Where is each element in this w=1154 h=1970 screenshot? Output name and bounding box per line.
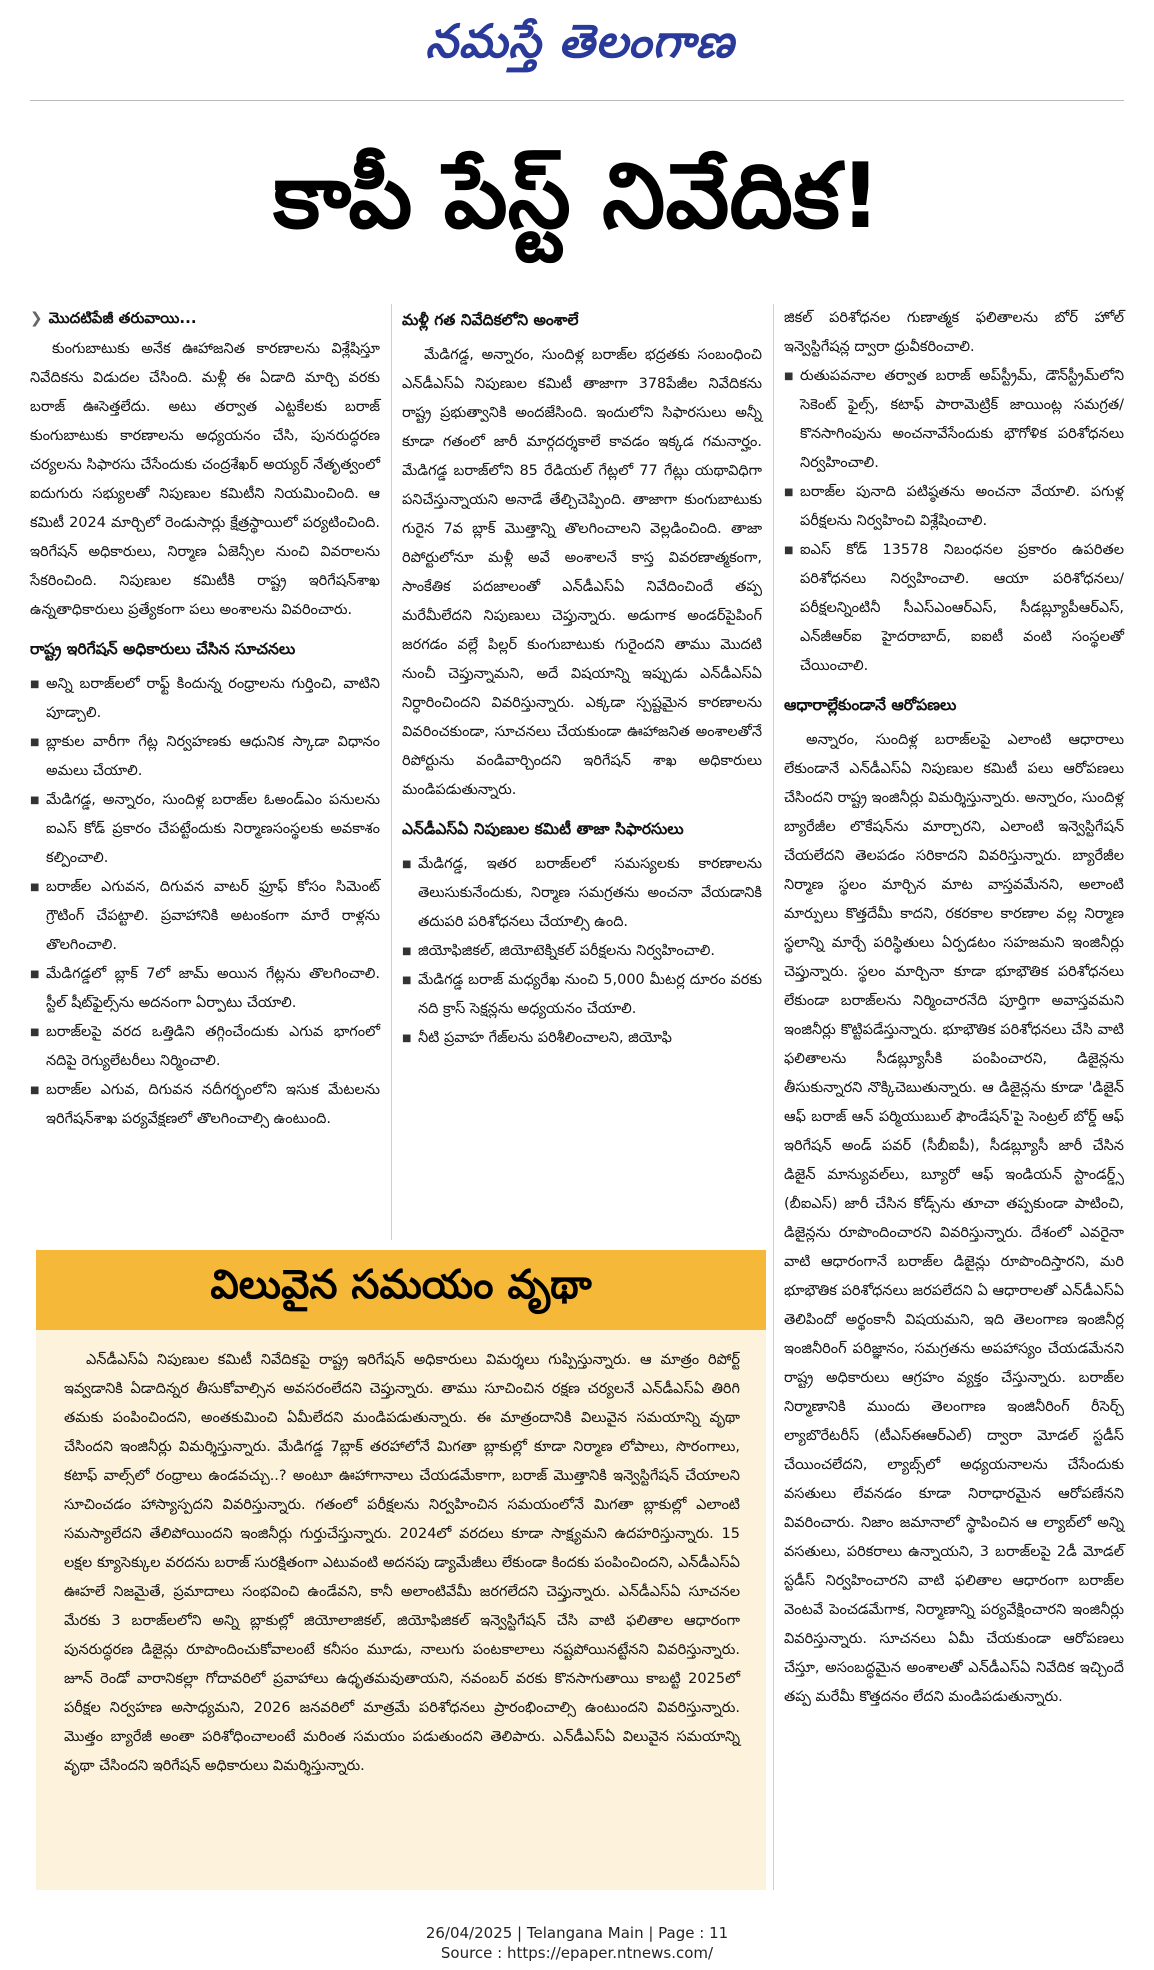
continued-kicker <box>30 304 380 333</box>
masthead-logo: నమస్తే తెలంగాణ <box>425 14 735 68</box>
box-body <box>64 1346 740 1781</box>
column-3 <box>784 304 1124 1712</box>
body-paragraph: అన్నారం, సుందిళ్ల బరాజ్‌లపై ఎలాంటి ఆధారాలు లేకుండానే ఎన్‌డీఎస్‌ఏ నిపుణుల కమిటీ పలు ఆరోపణలు చేసిందని రాష్ట్ర ఇంజినీర్లు విమర్శిస్తున్నారు. అన్నారం, సుందిళ్ల బ్యారేజీల లొకేషన్‌ను మార్చారని, ఎలాంటి ఇన్వెస్టిగేషన్ చేయలేదని తెలపడం సరికాదని వివరిస్తున్నారు. బ్యారేజీల నిర్మాణ స్థలం మార్చిన మాట వాస్తవమేనని, అలాంటి మార్పులు కొత్తదేమీ కాదని, రకరకాల కారణాల వల్ల నిర్మాణ స్థలాన్ని మార్చే పరిస్థితులు ఏర్పడటం సహజమని ఇంజినీర్లు చెప్తున్నారు. స్థలం మార్చినా కూడా భూభౌతిక పరిశోధనలు లేకుండా బరాజ్‌లను నిర్మించారనేది పూర్తిగా అవాస్తవమని ఇంజినీర్లు కొట్టిపడేస్తున్నారు. భూభౌతిక పరిశోధనలు చేసి వాటి ఫలితాలను సీడబ్ల్యూసీకి పంపించారని, డిజైన్లను తీసుకున్నారని నొక్కిచెబుతున్నారు. ఆ డిజైన్లను కూడా 'డిజైన్ ఆఫ్ బరాజ్ ఆన్ పర్మియుబుల్ ఫౌండేషన్'పై సెంట్రల్ బోర్డ్ ఆఫ్ ఇరిగేషన్ అండ్ పవర్ (సీబీఐపీ), సీడబ్ల్యూసీ జారీ చేసిన డిజైన్ మాన్యువల్‌లు, బ్యూరో ఆఫ్ ఇండియన్ స్టాండర్డ్స్ (బీఐఎస్) జారీ చేసిన కోడ్స్‌ను తూచా తప్పకుండా పాటించి, డిజైన్లను రూపొందించారని వివరిస్తున్నారు. దేశంలో ఎవరైనా వాటి ఆధారంగానే బరాజ్‌ల డిజైన్లు రూపొందిస్తారని, మరి భూభౌతిక పరిశోధనలు జరపలేదని ఏ ఆధారాలతో ఎన్‌డీఎస్‌ఏ తెలిపిందో అర్థంకానీ విషయమని, ఇది తెలంగాణ ఇంజినీర్ల ఇంజినీరింగ్ పరిజ్ఞానం, సమగ్రతను అపహాస్యం చేయడమేనని రాష్ట్ర అధికారులు ఆగ్రహం వ్యక్తం చేస్తున్నారు. బరాజ్‌ల నిర్మాణానికి ముందు తెలంగాణ ఇంజినీరింగ్ రీసెర్చ్ ల్యాబొరేటరీస్ (టీఎస్ఈఆర్ఎల్) ద్వారా మోడల్ స్టడీస్ చేయించలేదని, ల్యాబ్స్‌లో అధ్యయనాలను చేసేందుకు వసతులు లేవనడం కూడా నిరాధారమైన ఆరోపణేనని వివరించారు. నిజాం జమానాలో స్థాపించిన ఆ ల్యాబ్‌లో అన్ని వసతులు, పరికరాలు ఉన్నాయని, 3 బరాజ్‌లపై 2డీ మోడల్ స్టడీస్ నిర్వహించారని వాటి ఫలితాల ఆధారంగా బరాజ్‌ల వెంటవే పెంచడమేగాక, నిర్మాణాన్ని పర్యవేక్షించారని ఇంజినీర్లు వివరిస్తున్నారు. సూచనలు ఏమీ చేయకుండా ఆరోపణలు చేస్తూ, అసంబద్ధమైన అంశాలతో ఎన్‌డీఎస్‌ఏ నివేదిక ఇచ్చిందే తప్ప మరేమీ కొత్తదనం లేదని మండిపడుతున్నారు. <box>784 732 1124 1705</box>
section-heading: మళ్లీ గత నివేదికలోని అంశాలే <box>402 311 579 329</box>
section-heading: రాష్ట్ర ఇరిగేషన్ అధికారులు చేసిన సూచనలు <box>30 640 296 658</box>
list-item: ■ రుతుపవనాల తర్వాత బరాజ్ అప్‌స్ట్రీమ్, డౌన్‌స్ట్రీమ్‌లోని సెకెంట్ ఫైల్స్, కటాఫ్ పారామెట్రిక్ జాయింట్ల సమగ్రత/కొనసాగింపును అంచనావేసేందుకు భౌగోళిక పరిశోధనలు నిర్వహించాలి. <box>784 362 1124 478</box>
list-item: ■ నీటి ప్రవాహ గేజ్‌లను పరిశీలించాలని, జియోఫి <box>402 1024 762 1053</box>
kicker-label: మొదటిపేజీ తరువాయి... <box>48 309 197 327</box>
headline: కాపీ పేస్ట్ నివేదిక! <box>273 144 881 249</box>
masthead <box>0 0 1154 96</box>
body-paragraph: జికల్ పరిశోధనల గుణాత్మక ఫలితాలను బోర్ హోల్ ఇన్వెస్టిగేషన్ల ద్వారా ధ్రువీకరించాలి. <box>784 310 1124 355</box>
recommendations-list <box>402 850 762 1053</box>
box-title: విలువైన సమయం వృథా <box>210 1262 592 1308</box>
box-header <box>36 1250 766 1330</box>
list-item: ■ బరాజ్‌ల ఎగువన, దిగువన వాటర్ ఫ్రూఫ్ కోసం సిమెంట్ గ్రౌటింగ్ చేపట్టాలి. ప్రవాహానికి అటంకంగా మారే రాళ్లను తొలగించాలి. <box>30 873 380 960</box>
column-divider <box>773 304 774 1890</box>
list-item: ■ అన్ని బరాజ్‌లలో రాఫ్ట్ కిందున్న రంధ్రాలను గుర్తించి, వాటిని పూడ్చాలి. <box>30 670 380 728</box>
box-paragraph: ఎన్‌డీఎస్‌ఏ నిపుణుల కమిటీ నివేదికపై రాష్ట్ర ఇరిగేషన్ అధికారులు విమర్శలు గుప్పిస్తున్నారు. ఆ మాత్రం రిపోర్ట్ ఇవ్వడానికి ఏడాదిన్నర తీసుకోవాల్సిన అవసరంలేదని చెప్తున్నారు. తాము సూచించిన రక్షణ చర్యలనే ఎన్‌డీఎస్‌ఏ తిరిగి తమకు పంపించిందని, అంతకుమించి ఏమీలేదని మండిపడుతున్నారు. ఈ మాత్రందానికి విలువైన సమయాన్ని వృథా చేసిందని ఇంజినీర్లు విమర్శిస్తున్నారు. మేడిగడ్డ 7బ్లాక్ తరహాలోనే మిగతా బ్లాకుల్లో కూడా నిర్మాణ లోపాలు, సొరంగాలు, కటాఫ్ వాల్స్‌లో రంధ్రాలు ఉండవచ్చు..? అంటూ ఊహాగానాలు చేయడమేకాగా, బరాజ్ మొత్తానికి ఇన్వెస్టిగేషన్ చేయాలని సూచించడం హాస్యాస్పదని వివరిస్తున్నారు. గతంలో పరీక్షలను నిర్వహించిన సమయంలోనే మిగతా బ్లాకుల్లో ఎలాంటి సమస్యాలేదని తేలిపోయిందని ఇంజినీర్లు గుర్తుచేస్తున్నారు. 2024లో వరదలు కూడా సాక్ష్యమని ఉదహరిస్తున్నారు. 15 లక్షల క్యూసెక్కుల వరదను బరాజ్ సురక్షితంగా ఎటువంటి అదనపు డ్యామేజీలు లేకుండా కిందకు పంపించిందని, ఎన్‌డీఎస్‌ఏ ఊహలే నిజమైతే, ప్రమాదాలు సంభవించి ఉండేవని, కానీ అలాంటివేమీ జరగలేదని చెప్తున్నారు. ఎన్‌డీఎస్‌ఏ సూచనల మేరకు 3 బరాజ్‌లలోని అన్ని బ్లాకుల్లో జియోలాజికల్, జియోఫిజికల్ ఇన్వెస్టిగేషన్ చేసి వాటి ఫలితాల ఆధారంగా పునరుద్ధరణ డిజైన్లు రూపొందించుకోవాలంటే కనీసం మూడు, నాలుగు పంటకాలాలు నష్టపోయినట్టేనని వివరిస్తున్నారు. జూన్ రెండో వారానికల్లా గోదావరిలో ప్రవాహాలు ఉధృతమవుతాయని, నవంబర్ వరకు కొనసాగుతాయి కాబట్టి 2025లో పరీక్షల నిర్వహణ అసాధ్యమని, 2026 జనవరిలో మాత్రమే పరిశోధనలు ప్రారంభించాల్సి ఉంటుందని వివరిస్తున్నారు. మొత్తం బ్యారేజీ అంతా పరిశోధించాలంటే మరింత సమయం పడుతుందని తెలిపారు. ఎన్‌డీఎస్‌ఏ విలువైన సమయాన్ని వృథా చేసిందని ఇరిగేషన్ అధికారులు విమర్శిస్తున్నారు. <box>64 1352 740 1774</box>
chevron-right-icon: ❯ <box>30 309 43 327</box>
section-heading: ఆధారాల్లేకుండానే ఆరోపణలు <box>784 696 957 714</box>
list-item: ■ మేడిగడ్డ, ఇతర బరాజ్‌లలో సమస్యలకు కారణాలను తెలుసుకునేందుకు, నిర్మాణ సమగ్రతను అంచనా వేయడానికి తదుపరి పరిశోధనలు చేయాల్సి ఉంది. <box>402 850 762 937</box>
column-1 <box>30 304 380 1134</box>
column-2 <box>402 306 762 1053</box>
sidebar-box <box>36 1250 766 1890</box>
body-paragraph: మేడిగడ్డ, అన్నారం, సుందిళ్ల బరాజ్‌ల భద్రతకు సంబంధించి ఎన్‌డీఎస్‌ఏ నిపుణుల కమిటీ తాజాగా 378పేజీల నివేదికను రాష్ట్ర ప్రభుత్వానికి అందజేసింది. ఇందులోని సిఫారసులు అన్నీ కూడా గతంలో జారీ మార్గదర్శకాలే కావడం ఇక్కడ గమనార్హం. మేడిగడ్డ బరాజ్‌లోని 85 రేడియల్ గేట్లలో 77 గేట్లు యథావిధిగా పనిచేస్తున్నాయని అనాడే తేల్చిచెప్పింది. తాజాగా కుంగుబాటుకు గురైన 7వ బ్లాక్ మొత్తాన్ని తొలగించాలని వెల్లడించింది. తాజా రిపోర్టులోనూ మళ్లీ అవే అంశాలనే కాస్త వివరణాత్మకంగా, సాంకేతిక పదజాలంతో ఎన్‌డీఎస్‌ఏ నివేదించిందే తప్ప మరేమీలేదని నిపుణులు చెప్తున్నారు. అడుగాక అండర్‌పైపింగ్ జరగడం వల్లే పిల్లర్ కుంగుబాటుకు గురైందని తాము మొదటి నుంచీ చెప్తున్నామని, అదే విషయాన్ని ఇప్పుడు ఎన్‌డీఎస్‌ఏ నిర్ధారించిందని వివరిస్తున్నారు. ఎక్కడా స్పష్టమైన కారణాలను వివరించకుండా, సూచనలు చేయకుండా ఊహాజనిత అంశాలతోనే రిపోర్టును వండివార్చిందని ఇరిగేషన్ శాఖ అధికారులు మండిపడుతున్నారు. <box>402 347 762 798</box>
column-divider <box>391 304 392 1240</box>
section-heading: ఎన్‌డీఎస్‌ఏ నిపుణుల కమిటీ తాజా సిఫారసులు <box>402 820 684 838</box>
list-item: ■ మేడిగడ్డ, అన్నారం, సుందిళ్ల బరాజ్‌ల ఓఅండ్‌ఎం పనులను ఐఎస్ కోడ్ ప్రకారం చేపట్టేందుకు నిర్మాణసంస్థలకు అవకాశం కల్పించాలి. <box>30 786 380 873</box>
list-item: ■ మేడిగడ్డలో బ్లాక్ 7లో జామ్ అయిన గేట్లను తొలగించాలి. స్టీల్ షీట్‌ఫైల్స్‌ను అదనంగా ఏర్పాటు చేయాలి. <box>30 960 380 1018</box>
recommendations-list <box>784 362 1124 681</box>
footer-source-line: Source : https://epaper.ntnews.com/ <box>440 1944 714 1962</box>
list-item: ■ బరాజ్‌ల ఎగువ, దిగువన నదీగర్భంలోని ఇసుక మేటలను ఇరిగేషన్‌శాఖ పర్యవేక్షణలో తొలగించాల్సి ఉంటుంది. <box>30 1076 380 1134</box>
masthead-divider <box>30 100 1124 101</box>
list-item: ■ మేడిగడ్డ బరాజ్ మధ్యరేఖ నుంచి 5,000 మీటర్ల దూరం వరకు నది క్రాస్ సెక్షన్లను అధ్యయనం చేయాలి. <box>402 966 762 1024</box>
intro-paragraph: కుంగుబాటుకు అనేక ఊహాజనిత కారణాలను విశ్లేషిస్తూ నివేదికను విడుదల చేసింది. మళ్లీ ఈ ఏడాది మార్చి వరకు బరాజ్ ఊసెత్తలేదు. అటు తర్వాత ఎట్టకేలకు బరాజ్ కుంగుబాటుకు కారణాలను అధ్యయనం చేసి, పునరుద్ధరణ చర్యలను సిఫారసు చేసేందుకు చంద్రశేఖర్ అయ్యర్ నేతృత్వంలో ఐదుగురు సభ్యులతో నిపుణుల కమిటీని నియమించింది. ఆ కమిటీ 2024 మార్చిలో రెండుసార్లు క్షేత్రస్థాయిలో పర్యటించింది. ఇరిగేషన్ అధికారులు, నిర్మాణ ఏజెన్సీల నుంచి వివరాలను సేకరించింది. నిపుణుల కమిటీకి రాష్ట్ర ఇరిగేషన్‌శాఖ ఉన్నతాధికారులు ప్రత్యేకంగా పలు అంశాలను వివరించారు. <box>30 341 380 618</box>
suggestions-list <box>30 670 380 1134</box>
list-item: ■ బరాజ్‌ల పునాది పటిష్ఠతను అంచనా వేయాలి. పగుళ్ల పరీక్షలను నిర్వహించి విశ్లేషించాలి. <box>784 478 1124 536</box>
footer-date-line: 26/04/2025 | Telangana Main | Page : 11 <box>425 1924 729 1942</box>
list-item: ■ బరాజ్‌లపై వరద ఒత్తిడిని తగ్గించేందుకు ఎగువ భాగంలో నదిపై రెగ్యులేటరీలు నిర్మించాలి. <box>30 1018 380 1076</box>
list-item: ■ బ్లాకుల వారీగా గేట్ల నిర్వహణకు ఆధునిక స్కాడా విధానం అమలు చేయాలి. <box>30 728 380 786</box>
list-item: ■ జియోఫిజికల్, జియోటెక్నికల్ పరీక్షలను నిర్వహించాలి. <box>402 937 762 966</box>
list-item: ■ ఐఎస్ కోడ్ 13578 నిబంధనల ప్రకారం ఉపరితల పరిశోధనలు నిర్వహించాలి. ఆయా పరిశోధనలు/పరీక్షలన్నింటినీ సీఎస్ఎంఆర్ఎస్, సీడబ్ల్యూపీఆర్ఎస్, ఎన్‌జీఆర్ఐ హైదరాబాద్, ఐఐటీ వంటి సంస్థలతో చేయించాలి. <box>784 536 1124 681</box>
